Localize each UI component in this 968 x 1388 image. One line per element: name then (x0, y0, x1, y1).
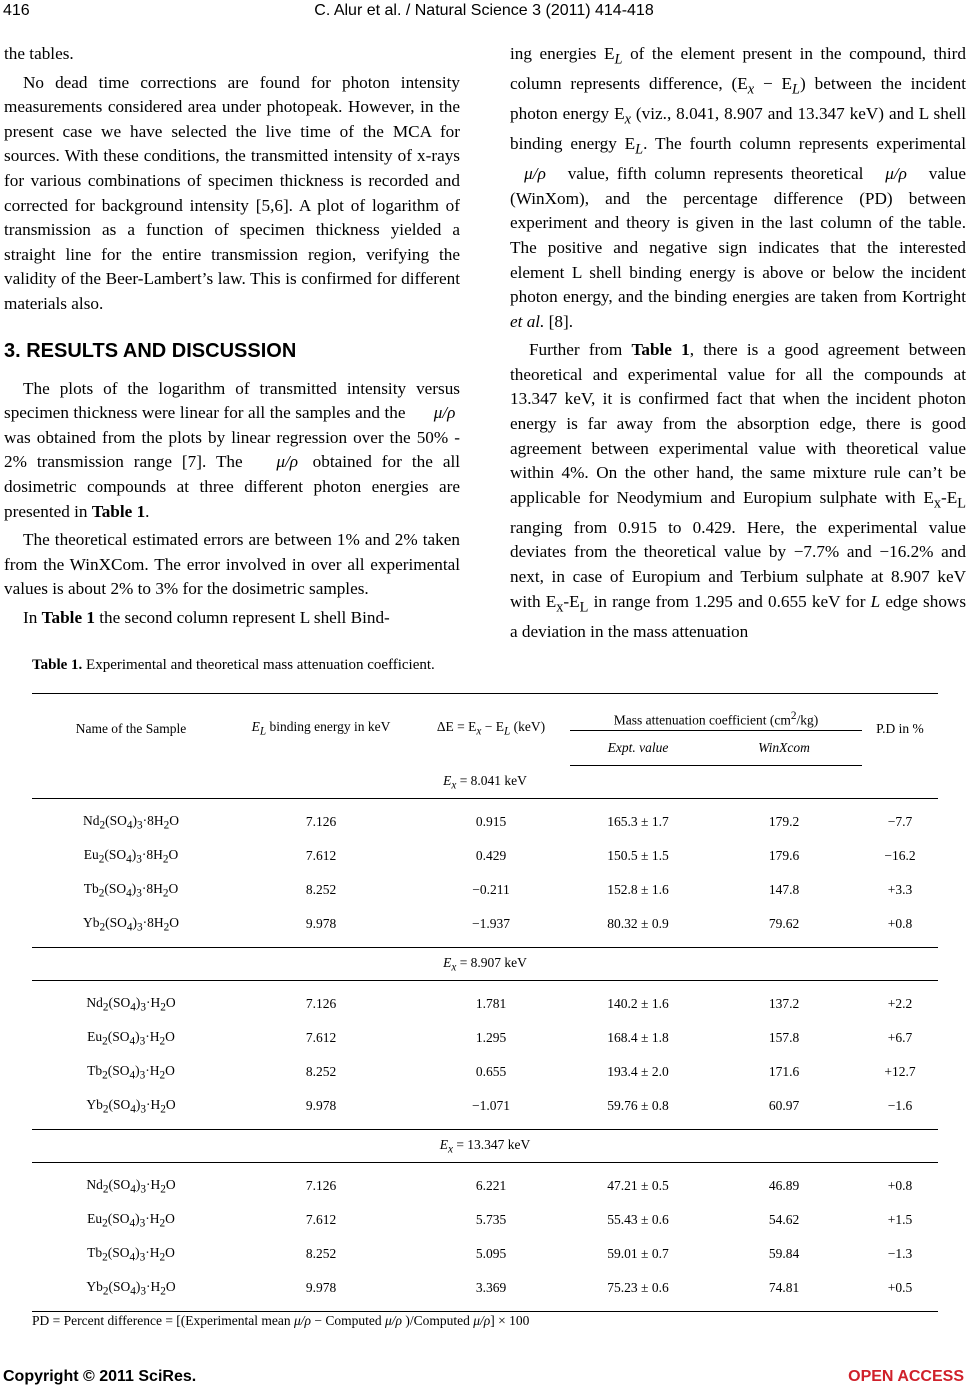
table-reference: Table 1 (631, 340, 690, 360)
percent-difference: +3.3 (887, 882, 913, 897)
header-mass-attenuation: Mass attenuation coefficient $(cm^2/kg)$ (570, 694, 862, 731)
expt-value: 140.2 ± 1.6 (607, 996, 669, 1011)
energy-group-row (32, 1130, 938, 1163)
sample-name: $Yb_2(SO_4)_3\cdot 8H_2O$ (32, 907, 230, 948)
delta-e: 3.369 (412, 1271, 570, 1312)
table-row (32, 1163, 938, 1204)
binding-energy: 8.252 (305, 1246, 337, 1261)
mu-rho-symbol: μ/ρ (276, 452, 298, 472)
paragraph: The plots of the logarithm of transmitted intensity versus specimen thickness were linear for all the samples and the μ/ρ was obtained from the plots by linear regression over the 50% - 2% transmission range [7]. The μ/ρ obtained for the all dosimetric compounds at three different photon energies are presented in Table 1. (4, 378, 460, 521)
percent-difference: +0.5 (862, 1271, 938, 1312)
header-name: Name of the Sample (32, 694, 230, 766)
winxcom-value: 171.6 (768, 1064, 800, 1079)
right-column (510, 42, 966, 644)
energy-group-row (32, 766, 938, 799)
data-table (32, 693, 938, 1312)
binding-energy: 9.978 (230, 1271, 412, 1312)
winxcom-value: 74.81 (706, 1271, 862, 1312)
paragraph: Further from Table 1, there is a good agreement between theoretical and experimental value for all the compounds at 13.347 keV, it is confirmed fact that when the incident photon energy is far away from the absorption edge, there is good agreement between experimental value with theoretical value within 4%. On the other hand, the same mixture rule can’t be applicable for Neodymium and Europium sulphate with $E_x-E_L$ ranging from 0.915 to 0.429. Here, the experimental value deviates from the theoretical value by −7.7% and −16.2% and next, in case of Europium and Terbium sulphate at 8.907 keV with $E_x-E_L$ in range from 1.295 and 0.655 keV for L edge shows a deviation in the mass attenuation (510, 340, 967, 641)
expt-value: 150.5 ± 1.5 (607, 848, 669, 863)
header-pd: P.D in % (862, 694, 938, 766)
binding-energy: 7.126 (305, 1178, 337, 1193)
sample-name: $Nd_2(SO_4)_3\cdot 8H_2O$ (82, 812, 179, 832)
winxcom-value: 46.89 (768, 1178, 800, 1193)
delta-e: 6.221 (475, 1178, 507, 1193)
winxcom-value: 60.97 (706, 1089, 862, 1130)
binding-energy: 7.126 (305, 996, 337, 1011)
binding-energy: 7.612 (305, 1030, 337, 1045)
expt-value: 168.4 ± 1.8 (607, 1030, 669, 1045)
expt-value: 80.32 ± 0.9 (570, 907, 706, 948)
percent-difference: −1.6 (862, 1089, 938, 1130)
expt-value: 165.3 ± 1.7 (607, 814, 669, 829)
expt-value: 59.01 ± 0.7 (607, 1246, 669, 1261)
paragraph: The theoretical estimated errors are between 1% and 2% taken from the WinXCom. The error involved in over all experimental values is about 2% to 3% for the dosimetric samples. (4, 530, 460, 599)
table-row (32, 981, 938, 1022)
binding-energy: 7.612 (305, 848, 337, 863)
sample-name: $Tb_2(SO_4)_3\cdot 8H_2O$ (83, 880, 179, 900)
percent-difference: +1.5 (887, 1212, 913, 1227)
running-title: C. Alur et al. / Natural Science 3 (2011) 414-418 (314, 2, 654, 19)
paragraph: the tables. (4, 44, 74, 63)
winxcom-value: 79.62 (706, 907, 862, 948)
sample-name: $Nd_2(SO_4)_3\cdot H_2O$ (86, 1176, 176, 1196)
percent-difference: −7.7 (887, 814, 913, 829)
delta-e: −0.211 (472, 882, 510, 897)
mu-rho-symbol: μ/ρ (524, 164, 546, 184)
table-row (32, 799, 938, 840)
section-heading: 3. RESULTS AND DISCUSSION (4, 339, 297, 362)
expt-value: 59.76 ± 0.8 (570, 1089, 706, 1130)
percent-difference: +2.2 (887, 996, 913, 1011)
header-winxcom: WinXcom (706, 731, 862, 766)
header-delta-e: $\Delta E = E_x - E_L$ (keV) (412, 694, 570, 766)
expt-value: 55.43 ± 0.6 (607, 1212, 669, 1227)
delta-e: 5.095 (475, 1246, 507, 1261)
sample-name: $Tb_2(SO_4)_3\cdot H_2O$ (87, 1244, 175, 1264)
winxcom-value: 157.8 (768, 1030, 800, 1045)
binding-energy: 9.978 (230, 1089, 412, 1130)
table-header-row (32, 694, 938, 731)
energy-group-label: $E_x = 8.041$ keV (32, 766, 938, 799)
delta-e: −1.937 (412, 907, 570, 948)
table-caption: Table 1. Experimental and theoretical mass attenuation coefficient. (32, 657, 435, 673)
binding-energy: 7.612 (305, 1212, 337, 1227)
sample-name: $Yb_2(SO_4)_3\cdot H_2O$ (32, 1089, 230, 1130)
mu-rho-symbol: μ/ρ (433, 403, 456, 423)
sample-name: $Eu_2(SO_4)_3\cdot H_2O$ (87, 1210, 175, 1230)
paragraph: In Table 1 the second column represent L shell Bind- (23, 607, 390, 627)
percent-difference: +0.8 (862, 907, 938, 948)
winxcom-value: 147.8 (768, 882, 800, 897)
copyright: Copyright © 2011 SciRes. (3, 1368, 197, 1385)
table-body (32, 766, 938, 1312)
header-expt: Expt. value (570, 731, 706, 766)
percent-difference: +0.8 (887, 1178, 913, 1193)
table-row (32, 1203, 938, 1237)
sample-name: $Nd_2(SO_4)_3\cdot H_2O$ (86, 994, 176, 1014)
binding-energy: 9.978 (230, 907, 412, 948)
binding-energy: 8.252 (305, 1064, 337, 1079)
table-row (32, 907, 938, 948)
winxcom-value: 54.62 (768, 1212, 800, 1227)
percent-difference: +6.7 (887, 1030, 913, 1045)
table-row (32, 873, 938, 907)
table-row (32, 1237, 938, 1271)
table-row (32, 1021, 938, 1055)
table-row (32, 1271, 938, 1312)
paragraph: ing energies $E_L$ of the element present in the compound, third column represents difference, $(E_x - E_L)$ between the incident photon energy $E_x$ (viz., 8.041, 8.907 and 13.347 keV) and L shell binding energy $E_L$. The fourth column represents experimental μ/ρ value, fifth column represents theoretical μ/ρ value (WinXom), and the percentage difference (PD) between experiment and theory is given in the last column of the table. The positive and negative sign indicates that the interested element L shell binding energy is above or below the incident photon energy, and the binding energies are taken from Kortright et al. [8]. (510, 44, 967, 331)
winxcom-value: 59.84 (768, 1246, 800, 1261)
table-reference: Table 1 (91, 501, 146, 521)
percent-difference: −1.3 (887, 1246, 913, 1261)
page-header (0, 2, 968, 22)
sample-name: $Tb_2(SO_4)_3\cdot H_2O$ (87, 1062, 175, 1082)
expt-value: 47.21 ± 0.5 (607, 1178, 669, 1193)
winxcom-value: 179.2 (768, 814, 800, 829)
table-footnote: PD = Percent difference = [(Experimental mean μ/ρ − Computed μ/ρ )/Computed μ/ρ] × 100 (32, 1313, 530, 1328)
expt-value: 152.8 ± 1.6 (607, 882, 669, 897)
energy-group-label: $E_x = 8.907$ keV (32, 948, 938, 981)
delta-e: 5.735 (475, 1212, 507, 1227)
left-column (4, 42, 460, 630)
energy-group-label: $E_x = 13.347$ keV (32, 1130, 938, 1163)
sample-name: $Yb_2(SO_4)_3\cdot H_2O$ (32, 1271, 230, 1312)
delta-e: −1.071 (412, 1089, 570, 1130)
delta-e: 1.295 (475, 1030, 507, 1045)
sample-name: $Eu_2(SO_4)_3\cdot 8H_2O$ (83, 846, 179, 866)
expt-value: 75.23 ± 0.6 (570, 1271, 706, 1312)
delta-e: 0.655 (475, 1064, 507, 1079)
winxcom-value: 179.6 (768, 848, 800, 863)
delta-e: 1.781 (475, 996, 507, 1011)
binding-energy: 7.126 (305, 814, 337, 829)
percent-difference: −16.2 (884, 848, 916, 863)
table-row (32, 839, 938, 873)
header-binding-energy: $E_L$ binding energy in keV (230, 694, 412, 766)
sample-name: $Eu_2(SO_4)_3\cdot H_2O$ (87, 1028, 175, 1048)
expt-value: 193.4 ± 2.0 (607, 1064, 669, 1079)
delta-e: 0.429 (475, 848, 507, 863)
delta-e: 0.915 (475, 814, 507, 829)
percent-difference: +12.7 (884, 1064, 916, 1079)
winxcom-value: 137.2 (768, 996, 800, 1011)
mu-rho-symbol: μ/ρ (885, 164, 907, 184)
table-reference: Table 1 (41, 607, 95, 627)
table-row (32, 1055, 938, 1089)
page-number: 416 (3, 2, 30, 19)
open-access-label: OPEN ACCESS (848, 1368, 964, 1385)
paragraph: No dead time corrections are found for photon intensity measurements considered area under photopeak. However, in the present case we have selected the live time of the MCA for sources. With these conditions, the transmitted intensity of x-rays for various combinations of specimen thickness is recorded and corrected for background intensity [5,6]. A plot of logarithm of transmission as a function of specimen thickness yielded a straight line for the entire transmission region, verifying the validity of the Beer-Lambert’s law. This is confirmed for different materials also. (4, 72, 460, 313)
energy-group-row (32, 948, 938, 981)
table-row (32, 1089, 938, 1130)
binding-energy: 8.252 (305, 882, 337, 897)
